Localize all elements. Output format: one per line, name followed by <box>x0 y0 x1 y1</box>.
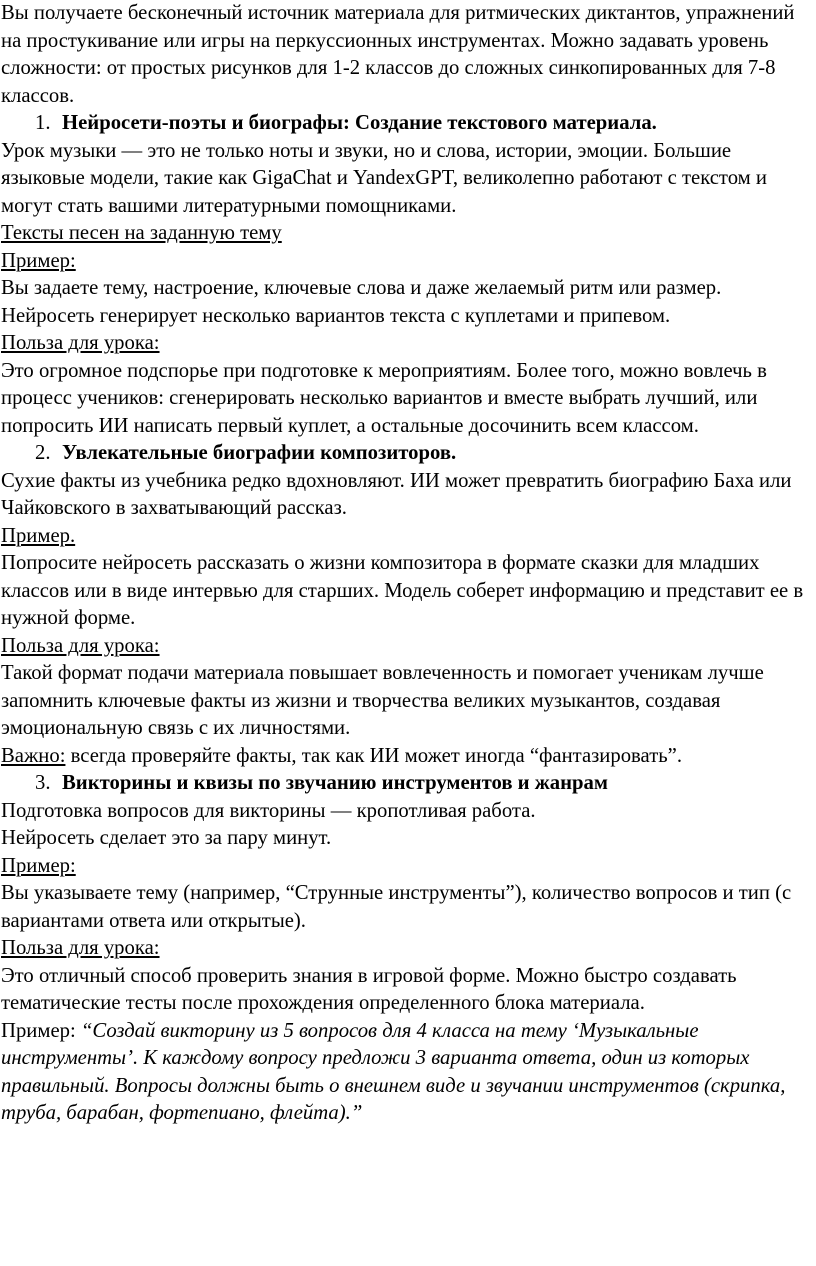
section-2-heading <box>1 440 815 468</box>
section-3-body-line-2: Нейросеть сделает это за пару минут. <box>1 827 332 849</box>
section-3-heading <box>1 770 815 798</box>
section-2-important-note <box>1 743 815 771</box>
section-3-benefit-text: Это отличный способ проверить знания в игровой форме. Можно быстро создавать тематические тесты после прохождения определенного блока материала. <box>1 964 737 1014</box>
section-3-prompt-example <box>1 1018 815 1128</box>
section-1-example-text: Вы задаете тему, настроение, ключевые слова и даже желаемый ритм или размер. Нейросеть генерирует несколько вариантов текста с куплетами и припевом. <box>1 277 722 327</box>
section-1-number: 1. <box>35 112 51 134</box>
section-2-important-text: всегда проверяйте факты, так как ИИ может иногда “фантазировать”. <box>65 744 683 767</box>
section-1-title: Нейросети-поэты и биографы: Создание текстового материала. <box>62 112 657 134</box>
section-1-subheading: Тексты песен на заданную тему <box>1 222 282 244</box>
section-2-important-label: Важно: <box>1 744 66 767</box>
section-3-title: Викторины и квизы по звучанию инструментов и жанрам <box>62 772 608 794</box>
section-3-prompt-text: “Создай викторину из 5 вопросов для 4 класса на тему ‘Музыкальные инструменты’. К каждому вопросу предложи 3 варианта ответа, один из которых правильный. Вопросы должны быть о внешнем виде и звучании инструментов (скрипка, труба, барабан, фортепиано, флейта).” <box>1 1019 786 1124</box>
section-2-number: 2. <box>35 442 51 464</box>
section-3-prompt-label: Пример: <box>1 1019 81 1042</box>
section-1-example-label: Пример: <box>1 249 76 272</box>
section-2-example-label: Пример. <box>1 524 76 547</box>
section-2-benefit-label: Польза для урока: <box>1 634 160 657</box>
section-3-example-label: Пример: <box>1 854 76 877</box>
section-3-number: 3. <box>35 772 51 794</box>
section-3-benefit-label: Польза для урока: <box>1 937 160 959</box>
section-1-heading <box>1 110 815 138</box>
section-1-benefit-label: Польза для урока: <box>1 332 160 354</box>
section-2-title: Увлекательные биографии композиторов. <box>62 442 457 464</box>
section-3-body-line-1: Подготовка вопросов для викторины — кропотливая работа. <box>1 799 536 822</box>
section-1-benefit-text: Это огромное подспорье при подготовке к мероприятиям. Более того, можно вовлечь в процесс учеников: сгенерировать несколько вариантов и вместе выбрать лучший, или попросить ИИ написать первый куплет, а остальные досочинить всем классом. <box>1 359 767 437</box>
section-2-example-text: Попросите нейросеть рассказать о жизни композитора в формате сказки для младших классов или в виде интервью для старших. Модель соберет информацию и представит ее в нужной форме. <box>1 552 804 629</box>
section-2-benefit-text: Такой формат подачи материала повышает вовлеченность и помогает ученикам лучше запомнить ключевые факты из жизни и творчества великих музыкантов, создавая эмоциональную связь с их личностями. <box>1 662 764 739</box>
section-3-example-text: Вы указываете тему (например, “Струнные инструменты”), количество вопросов и тип (с вариантами ответа или открытые). <box>1 882 792 932</box>
section-2-body: Сухие факты из учебника редко вдохновляют. ИИ может превратить биографию Баха или Чайковского в захватывающий рассказ. <box>1 469 792 519</box>
intro-paragraph: Вы получаете бесконечный источник материала для ритмических диктантов, упражнений на простукивание или игры на перкуссионных инструментах. Можно задавать уровень сложности: от простых рисунков для 1-2 классов до сложных синкопированных для 7-8 классов. <box>1 2 795 107</box>
section-1-body: Урок музыки — это не только ноты и звуки, но и слова, истории, эмоции. Большие языковые модели, такие как GigaChat и YandexGPT, великолепно работают с текстом и могут стать вашими литературными помощниками. <box>1 139 767 217</box>
